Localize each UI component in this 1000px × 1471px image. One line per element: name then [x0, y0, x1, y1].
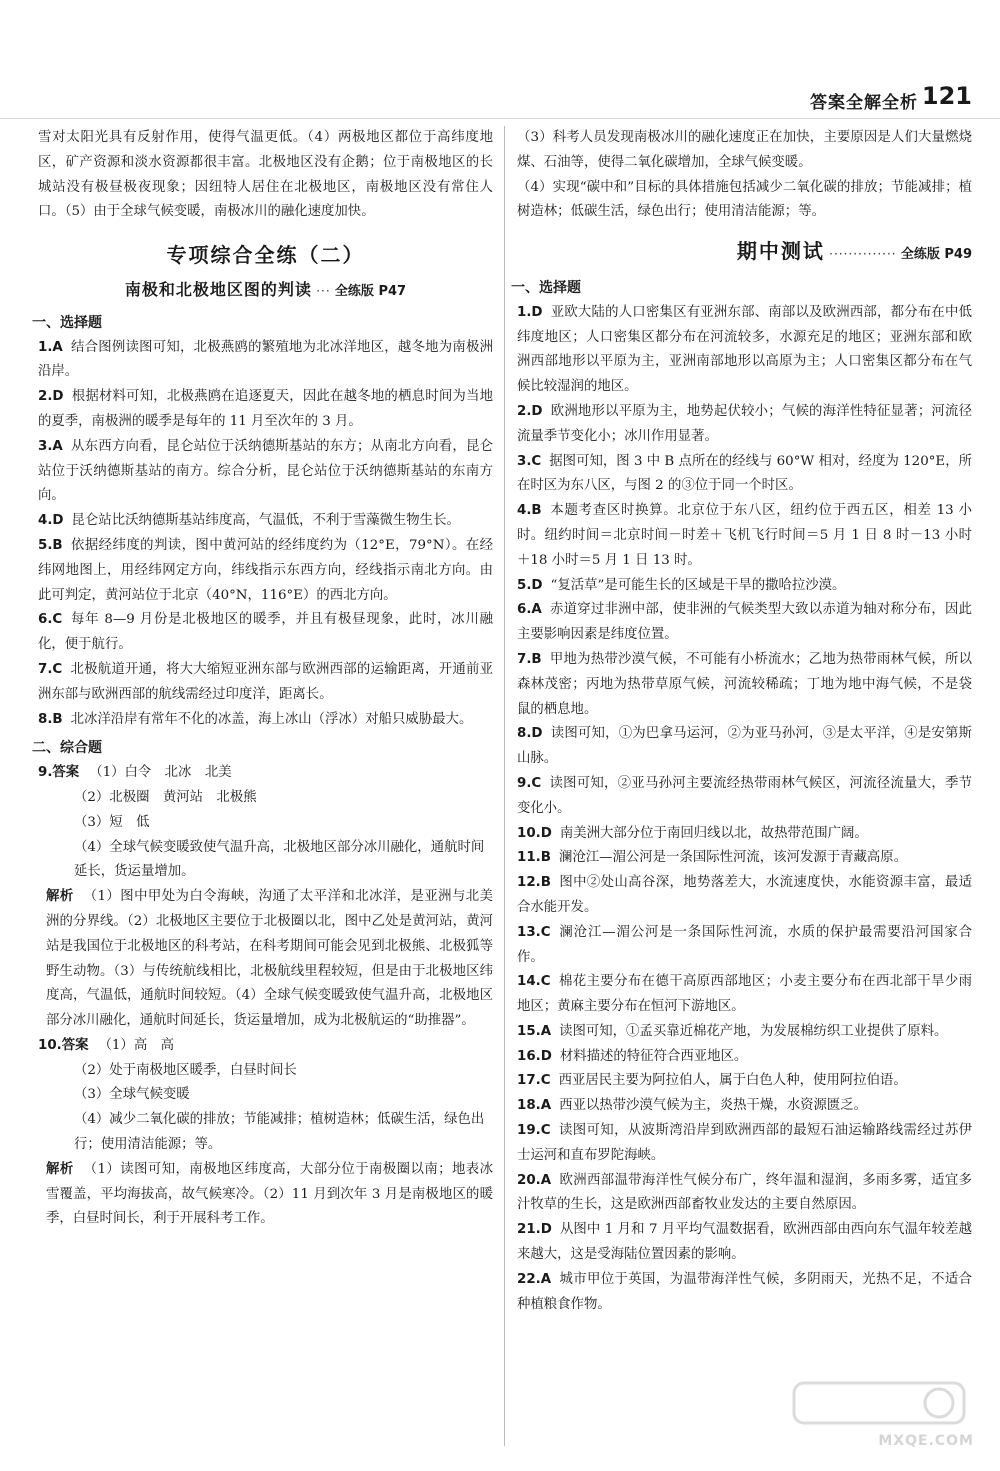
question-number: 20.A	[517, 1172, 552, 1188]
question-text: 欧洲西部温带海洋性气候分布广，终年温和湿润，多雨多雾，适宜多汁牧草的生长，这是欧洲西部畜牧业发达的主要自然原因。	[517, 1172, 972, 1213]
answer-row	[38, 761, 493, 786]
explanation-text: （1）图中甲处为白令海峡，沟通了太平洋和北冰洋，是亚洲与北美洲的分界线。（2）北极地区主要位于北极圈以北，图中乙处是黄河站，黄河站是我国位于北极地区的科考站，在科考期间可能会见到北极熊、北极狐等野生动物。（3）与传统航线相比，北极航线里程较短，但是由于北极地区纬度高，气温低，通航时间较短。（4）全球气候变暖致使气温升高，北极地区部分冰川融化，通航时间延长，货运量增加，成为北极航运的“助推器”。	[46, 889, 493, 1029]
question-item	[38, 708, 493, 733]
question-item	[517, 1045, 972, 1070]
question-text: 澜沧江—湄公河是一条国际性河流，水质的保护最需要沿河国家合作。	[517, 924, 972, 965]
question-number: 11.B	[517, 850, 551, 866]
category-heading: 一、选择题	[32, 314, 102, 331]
question-number: 7.C	[38, 661, 63, 677]
question-number: 1.A	[38, 339, 63, 355]
question-text: 欧洲地形以平原为主，地势起伏较小；气候的海洋性特征显著；河流径流量季节变化小；冰川作用显著。	[517, 403, 972, 444]
question-text: 澜沧江—湄公河是一条国际性河流，该河发源于青藏高原。	[558, 850, 908, 866]
leader-dots: ··············	[829, 247, 897, 262]
question-item	[517, 400, 972, 450]
question-item	[517, 301, 972, 400]
question-text: 依据经纬度的判读，图中黄河站的经纬度约为（12°E，79°N）。在经纬网地图上，用经纬网定方向，纬线指示东西方向，经线指示南北方向。由此可判定，黄河站位于北京（40°N，116°E）的西北方向。	[38, 537, 493, 603]
question-item	[517, 1169, 972, 1219]
question-text: 图中②处山高谷深，地势落差大，水流速度快，水能资源丰富，最适合水能开发。	[517, 875, 972, 915]
question-text: 读图可知，①孟买靠近棉花产地，为发展棉纺织工业提供了原料。	[559, 1023, 948, 1039]
question-item	[517, 871, 972, 921]
question-number: 3.A	[38, 438, 63, 454]
question-number: 4.D	[38, 513, 64, 529]
question-number: 14.C	[517, 974, 551, 990]
answer-text: （1）白令 北冰 北美	[89, 765, 232, 781]
question-text: 赤道穿过非洲中部，使非洲的气候类型大致以赤道为轴对称分布，因此主要影响因素是纬度位置。	[517, 602, 972, 643]
category-heading: 二、综合题	[32, 740, 102, 757]
question-item	[517, 846, 972, 871]
question-text: 读图可知，②亚马孙河主要流经热带雨林气候区，河流径流量大，季节变化小。	[517, 775, 972, 816]
question-number: 5.D	[517, 577, 543, 593]
question-text: “复活草”是可能生长的区域是干旱的撒哈拉沙漠。	[550, 577, 846, 593]
question-text: 甲地为热带沙漠气候，不可能有小桥流水；乙地为热带雨林气候，所以森林茂密；丙地为热带草原气候，河流较稀疏；丁地为地中海气候，不是袋鼠的栖息地。	[517, 651, 972, 717]
question-text: 据图可知，图 3 中 B 点所在的经线与 60°W 相对，经度为 120°E，所在时区为东八区，与图 2 的③位于同一个时区。	[517, 453, 972, 494]
question-text: 每年 8—9 月份是北极地区的暖季，并且有极昼现象，此时，冰川融化，便于航行。	[38, 612, 493, 653]
answer-text: （1）高 高	[98, 1037, 174, 1053]
question-item	[517, 499, 972, 573]
question-item	[517, 1069, 972, 1094]
page-reference: 全练版 P49	[900, 247, 972, 263]
section-heading	[517, 239, 972, 268]
question-text: 材料描述的特征符合西亚地区。	[559, 1048, 748, 1064]
subsection-heading	[38, 278, 493, 305]
section-title: 专项综合全练（二）	[166, 243, 365, 268]
question-number: 3.C	[517, 453, 542, 469]
question-text: 结合图例读图可知，北极燕鸥的繁殖地为北冰洋地区，越冬地为南极洲沿岸。	[38, 339, 493, 380]
section-title: 期中测试	[736, 239, 825, 264]
answer-key: 9.答案	[38, 765, 80, 781]
continued-text: （4）实现“碳中和”目标的具体措施包括减少二氧化碳的排放；节能减排；植树造林；低碳生活，绿色出行；使用清洁能源；等。	[517, 179, 972, 220]
question-number: 13.C	[517, 924, 551, 940]
column-divider	[504, 126, 505, 1446]
right-column	[511, 126, 972, 1317]
question-text: 北极航道开通，将大大缩短亚洲东部与欧洲西部的运输距离，开通前亚洲东部与欧洲西部的航线需经过印度洋，距离长。	[38, 661, 493, 702]
question-item	[517, 1119, 972, 1169]
question-text: 根据材料可知，北极燕鸥在追逐夏天，因此在越冬地的栖息时间为当地的夏季，南极洲的暖季是每年的 11 月至次年的 3 月。	[38, 389, 493, 429]
question-number: 5.B	[38, 537, 63, 553]
question-text: 城市甲位于英国，为温带海洋性气候，多阴雨天，光热不足，不适合种植粮食作物。	[517, 1271, 972, 1312]
question-number: 6.C	[38, 612, 63, 628]
answer-line: （3）短 低	[74, 814, 150, 830]
answer-line: （2）处于南极地区暖季，白昼时间长	[74, 1062, 297, 1078]
explanation	[38, 1158, 493, 1232]
question-item	[38, 385, 493, 435]
page-header	[0, 0, 1000, 119]
leader-dots: ···	[316, 283, 331, 298]
answer-line: （3）全球气候变暖	[74, 1087, 190, 1103]
answer-line: （2）北极圈 黄河站 北极熊	[74, 789, 257, 805]
answer-line: （4）减少二氧化碳的排放；节能减排；植树造林；低碳生活，绿色出行；使用清洁能源；等。	[74, 1112, 485, 1153]
continued-text: 雪对太阳光具有反射作用，使得气温更低。（4）两极地区都位于高纬度地区，矿产资源和淡水资源都很丰富。北极地区没有企鹅；位于南极地区的长城站没有极昼极夜现象；因纽特人居住在北极地区，南极地区没有常住人口。（5）由于全球气候变暖，南极冰川的融化速度加快。	[38, 130, 493, 220]
question-text: 亚欧大陆的人口密集区有亚洲东部、南部以及欧洲西部，都分布在中低纬度地区；人口密集区都分布在河流较多，水源充足的地区；亚洲东部和欧洲西部地形以平原为主，亚洲南部地形以高原为主；人口密集区都分布在气候比较湿润的地区。	[517, 304, 972, 395]
explanation	[38, 885, 493, 1034]
explanation-text: （1）读图可知，南极地区纬度高，大部分位于南极圈以南；地表冰雪覆盖，平均海拔高，故气候寒冷。（2）11 月到次年 3 月是南极地区的暖季，白昼时间长，利于开展科考工作。	[46, 1161, 493, 1227]
explanation-key: 解析	[46, 1161, 74, 1177]
question-number: 6.A	[517, 602, 542, 618]
question-list	[517, 301, 972, 1318]
question-item	[517, 1268, 972, 1318]
watermark	[784, 1379, 974, 1449]
question-text: 北冰洋沿岸有常年不化的冰盖，海上冰山（浮冰）对船只威胁最大。	[70, 711, 473, 727]
question-item	[517, 772, 972, 822]
question-item	[38, 608, 493, 658]
question-number: 8.D	[517, 726, 543, 742]
question-number: 16.D	[517, 1048, 552, 1064]
question-text: 西亚以热带沙漠气候为主，炎热干燥，水资源匮乏。	[559, 1098, 868, 1114]
question-text: 从东西方向看，昆仑站位于沃纳德斯基站的东方；从南北方向看，昆仑站位于沃纳德斯基站的南方。综合分析，昆仑站位于沃纳德斯基站的东南方向。	[38, 438, 493, 504]
question-item	[517, 970, 972, 1020]
question-text: 昆仑站比沃纳德斯基站纬度高，气温低，不利于雪藻微生物生长。	[71, 513, 460, 529]
question-item	[517, 822, 972, 847]
question-item	[38, 336, 493, 386]
question-item	[517, 648, 972, 722]
question-number: 10.D	[517, 825, 552, 841]
question-item	[517, 598, 972, 648]
category-heading: 一、选择题	[511, 279, 581, 296]
question-number: 1.D	[517, 304, 543, 320]
question-item	[517, 722, 972, 772]
question-item	[517, 450, 972, 500]
question-text: 从图中 1 月和 7 月平均气温数据看，欧洲西部由西向东气温年较差越来越大，这是受海陆位置因素的影响。	[517, 1222, 972, 1263]
question-number: 22.A	[517, 1271, 552, 1287]
question-number: 9.C	[517, 775, 542, 791]
question-number: 19.C	[517, 1123, 551, 1139]
answer-row	[38, 1034, 493, 1059]
question-item	[38, 509, 493, 534]
question-number: 8.B	[38, 711, 63, 727]
question-item	[517, 1218, 972, 1268]
question-item	[517, 1094, 972, 1119]
question-item	[517, 921, 972, 971]
question-number: 18.A	[517, 1098, 552, 1114]
question-number: 4.B	[517, 503, 542, 519]
question-number: 2.D	[38, 389, 64, 405]
question-number: 21.D	[517, 1222, 552, 1238]
question-item	[38, 534, 493, 608]
question-item	[517, 1020, 972, 1045]
continued-text: （3）科考人员发现南极冰川的融化速度正在加快，主要原因是人们大量燃烧煤、石油等，使得二氧化碳增加，全球气候变暖。	[517, 130, 972, 170]
question-number: 15.A	[517, 1023, 552, 1039]
question-item	[517, 574, 972, 599]
question-text: 西亚居民主要为阿拉伯人，属于白色人种，使用阿拉伯语。	[558, 1073, 907, 1089]
question-number: 17.C	[517, 1073, 551, 1089]
question-text: 南美洲大部分位于南回归线以北，故热带范围广阔。	[559, 825, 868, 841]
watermark-url: MXQE.COM	[878, 1433, 974, 1449]
header-label: 答案全解全析	[810, 93, 918, 113]
question-text: 读图可知，从波斯湾沿岸到欧洲西部的最短石油运输路线需经过苏伊士运河和直布罗陀海峡。	[517, 1123, 972, 1163]
question-text: 棉花主要分布在德干高原西部地区；小麦主要分布在西北部干旱少雨地区；黄麻主要分布在恒河下游地区。	[517, 974, 972, 1015]
explanation-key: 解析	[46, 889, 74, 905]
question-number: 12.B	[517, 875, 551, 891]
answer-key: 10.答案	[38, 1037, 89, 1053]
page-reference: 全练版 P47	[334, 283, 407, 299]
left-column	[32, 126, 493, 1232]
question-text: 本题考查区时换算。北京位于东八区，纽约位于西五区，相差 13 小时。纽约时间＝北京时间－时差＋飞机飞行时间＝5 月 1 日 8 时－13 小时＋18 小时＝5 月 1 日 13 时。	[517, 503, 972, 568]
question-number: 7.B	[517, 651, 542, 667]
question-number: 2.D	[517, 403, 543, 419]
question-item	[38, 435, 493, 509]
answer-line: （4）全球气候变暖致使气温升高，北极地区部分冰川融化，通航时间延长，货运量增加。	[74, 839, 485, 880]
page-number: 121	[921, 82, 972, 110]
question-item	[38, 658, 493, 708]
question-text: 读图可知，①为巴拿马运河，②为亚马孙河，③是太平洋，④是安第斯山脉。	[517, 726, 972, 767]
subsection-title: 南极和北极地区图的判读	[124, 279, 312, 299]
